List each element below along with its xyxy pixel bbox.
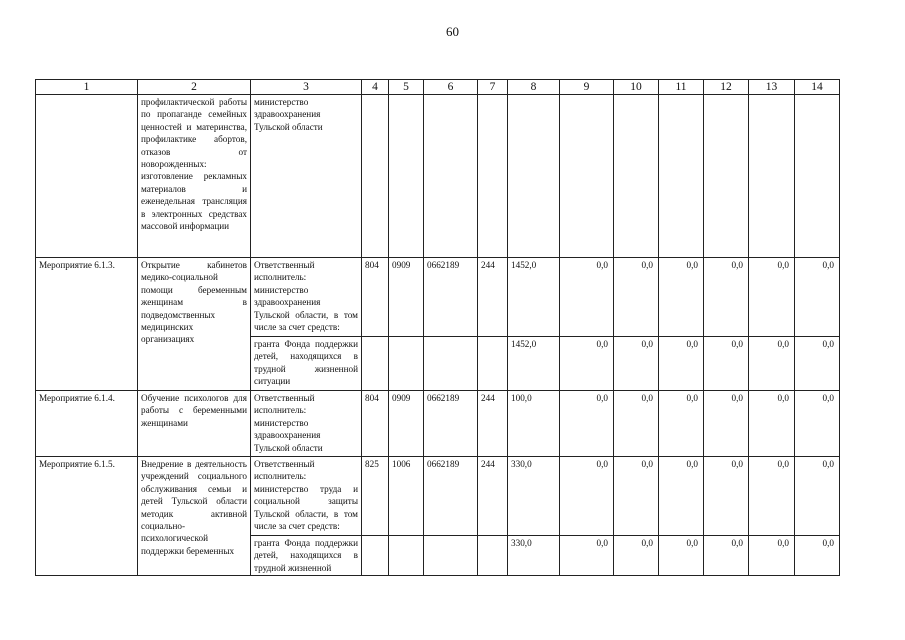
table-cell: [424, 95, 478, 258]
table-cell: 244: [478, 391, 508, 457]
executor-cell: министерство здравоохранения Тульской области: [251, 95, 362, 258]
table-cell: 0,0: [749, 337, 795, 391]
header-cell: 5: [389, 80, 424, 95]
header-cell: 1: [36, 80, 138, 95]
header-cell: 11: [659, 80, 704, 95]
executor-cell: Ответственный исполнитель: министерство здравоохранения Тульской области: [251, 391, 362, 457]
table-cell: 0,0: [659, 337, 704, 391]
table-cell: 0,0: [560, 337, 614, 391]
header-cell: 10: [614, 80, 659, 95]
table-cell: [478, 536, 508, 576]
table-cell: 0909: [389, 258, 424, 337]
table-cell: 0662189: [424, 258, 478, 337]
table-cell: [659, 95, 704, 258]
table-cell: 0,0: [560, 536, 614, 576]
table-cell: [362, 337, 389, 391]
table-cell: 1452,0: [508, 258, 560, 337]
table-cell: 0,0: [614, 258, 659, 337]
table-row: [36, 95, 840, 258]
table-cell: 330,0: [508, 536, 560, 576]
table-cell: [389, 536, 424, 576]
measure-name-cell: Мероприятие 6.1.3.: [36, 258, 138, 391]
table-cell: 0,0: [795, 536, 840, 576]
table-cell: 0,0: [614, 457, 659, 536]
executor-cell: гранта Фонда поддержки детей, находящихся в трудной жизненной ситуации: [251, 337, 362, 391]
table-cell: [614, 95, 659, 258]
measure-description: Открытие кабинетов медико-социальной помощи беременным женщинам в подведомственных медицинских организациях: [138, 258, 251, 391]
table-cell: 0,0: [614, 391, 659, 457]
table-row: [36, 457, 840, 536]
table-cell: 0,0: [704, 457, 749, 536]
table-cell: [560, 95, 614, 258]
header-cell: 14: [795, 80, 840, 95]
measure-name-cell: Мероприятие 6.1.5.: [36, 457, 138, 576]
executor-cell: Ответственный исполнитель: министерство здравоохранения Тульской области, в том числе за счет средств:: [251, 258, 362, 337]
table-cell: 100,0: [508, 391, 560, 457]
table-cell: 804: [362, 258, 389, 337]
table-cell: 0,0: [704, 258, 749, 337]
header-cell: 13: [749, 80, 795, 95]
table-cell: 0,0: [659, 457, 704, 536]
header-cell: 8: [508, 80, 560, 95]
table-cell: [478, 95, 508, 258]
table-cell: 0,0: [560, 457, 614, 536]
table-cell: 0,0: [749, 536, 795, 576]
table-cell: [389, 337, 424, 391]
table-cell: [749, 95, 795, 258]
table-cell: 0,0: [704, 337, 749, 391]
table-cell: 0,0: [795, 391, 840, 457]
table-cell: [795, 95, 840, 258]
table-cell: 0,0: [560, 391, 614, 457]
table-cell: 0,0: [614, 337, 659, 391]
table-cell: 0,0: [795, 457, 840, 536]
table-cell: 0662189: [424, 391, 478, 457]
table-cell: 0,0: [659, 258, 704, 337]
table-cell: [704, 95, 749, 258]
measure-name-cell: [36, 95, 138, 258]
table-cell: 0,0: [560, 258, 614, 337]
measure-name-cell: Мероприятие 6.1.4.: [36, 391, 138, 457]
table-row: [36, 258, 840, 337]
table-cell: 0,0: [795, 337, 840, 391]
header-cell: 3: [251, 80, 362, 95]
table-cell: 0,0: [749, 258, 795, 337]
executor-cell: Ответственный исполнитель: министерство труда и социальной защиты Тульской области, в том числе за счет средств:: [251, 457, 362, 536]
table-cell: 0,0: [749, 457, 795, 536]
table-cell: 0909: [389, 391, 424, 457]
table-cell: [362, 95, 389, 258]
table-row: [36, 391, 840, 457]
table-cell: 0,0: [614, 536, 659, 576]
budget-table: [35, 79, 840, 576]
table-cell: 0,0: [659, 391, 704, 457]
table-cell: 0,0: [749, 391, 795, 457]
table-cell: 1006: [389, 457, 424, 536]
table-cell: [508, 95, 560, 258]
table-cell: [362, 536, 389, 576]
header-cell: 6: [424, 80, 478, 95]
table-cell: 244: [478, 258, 508, 337]
table-cell: 825: [362, 457, 389, 536]
header-cell: 9: [560, 80, 614, 95]
measure-description: Обучение психологов для работы с беременными женщинами: [138, 391, 251, 457]
table-cell: [389, 95, 424, 258]
header-cell: 4: [362, 80, 389, 95]
table-cell: [424, 337, 478, 391]
table-cell: 1452,0: [508, 337, 560, 391]
table-cell: 0,0: [704, 391, 749, 457]
table-cell: 0,0: [795, 258, 840, 337]
executor-cell: гранта Фонда поддержки детей, находящихся в трудной жизненной: [251, 536, 362, 576]
table-cell: 330,0: [508, 457, 560, 536]
measure-description: Внедрение в деятельность учреждений социального обслуживания семьи и детей Тульской области методик активной социально-психологической поддержки беременных: [138, 457, 251, 576]
table-cell: 244: [478, 457, 508, 536]
table-cell: [424, 536, 478, 576]
measure-description: профилактической работы по пропаганде семейных ценностей и материнства, профилактике абортов, отказов от новорожденных: изготовление рекламных материалов и еженедельная трансляция в электронных средствах массовой информации: [138, 95, 251, 258]
table-cell: [478, 337, 508, 391]
header-cell: 2: [138, 80, 251, 95]
table-cell: 0662189: [424, 457, 478, 536]
header-cell: 7: [478, 80, 508, 95]
table-cell: 804: [362, 391, 389, 457]
table-cell: 0,0: [659, 536, 704, 576]
page-number: 60: [446, 24, 459, 39]
header-row: [36, 80, 840, 95]
table-cell: 0,0: [704, 536, 749, 576]
header-cell: 12: [704, 80, 749, 95]
